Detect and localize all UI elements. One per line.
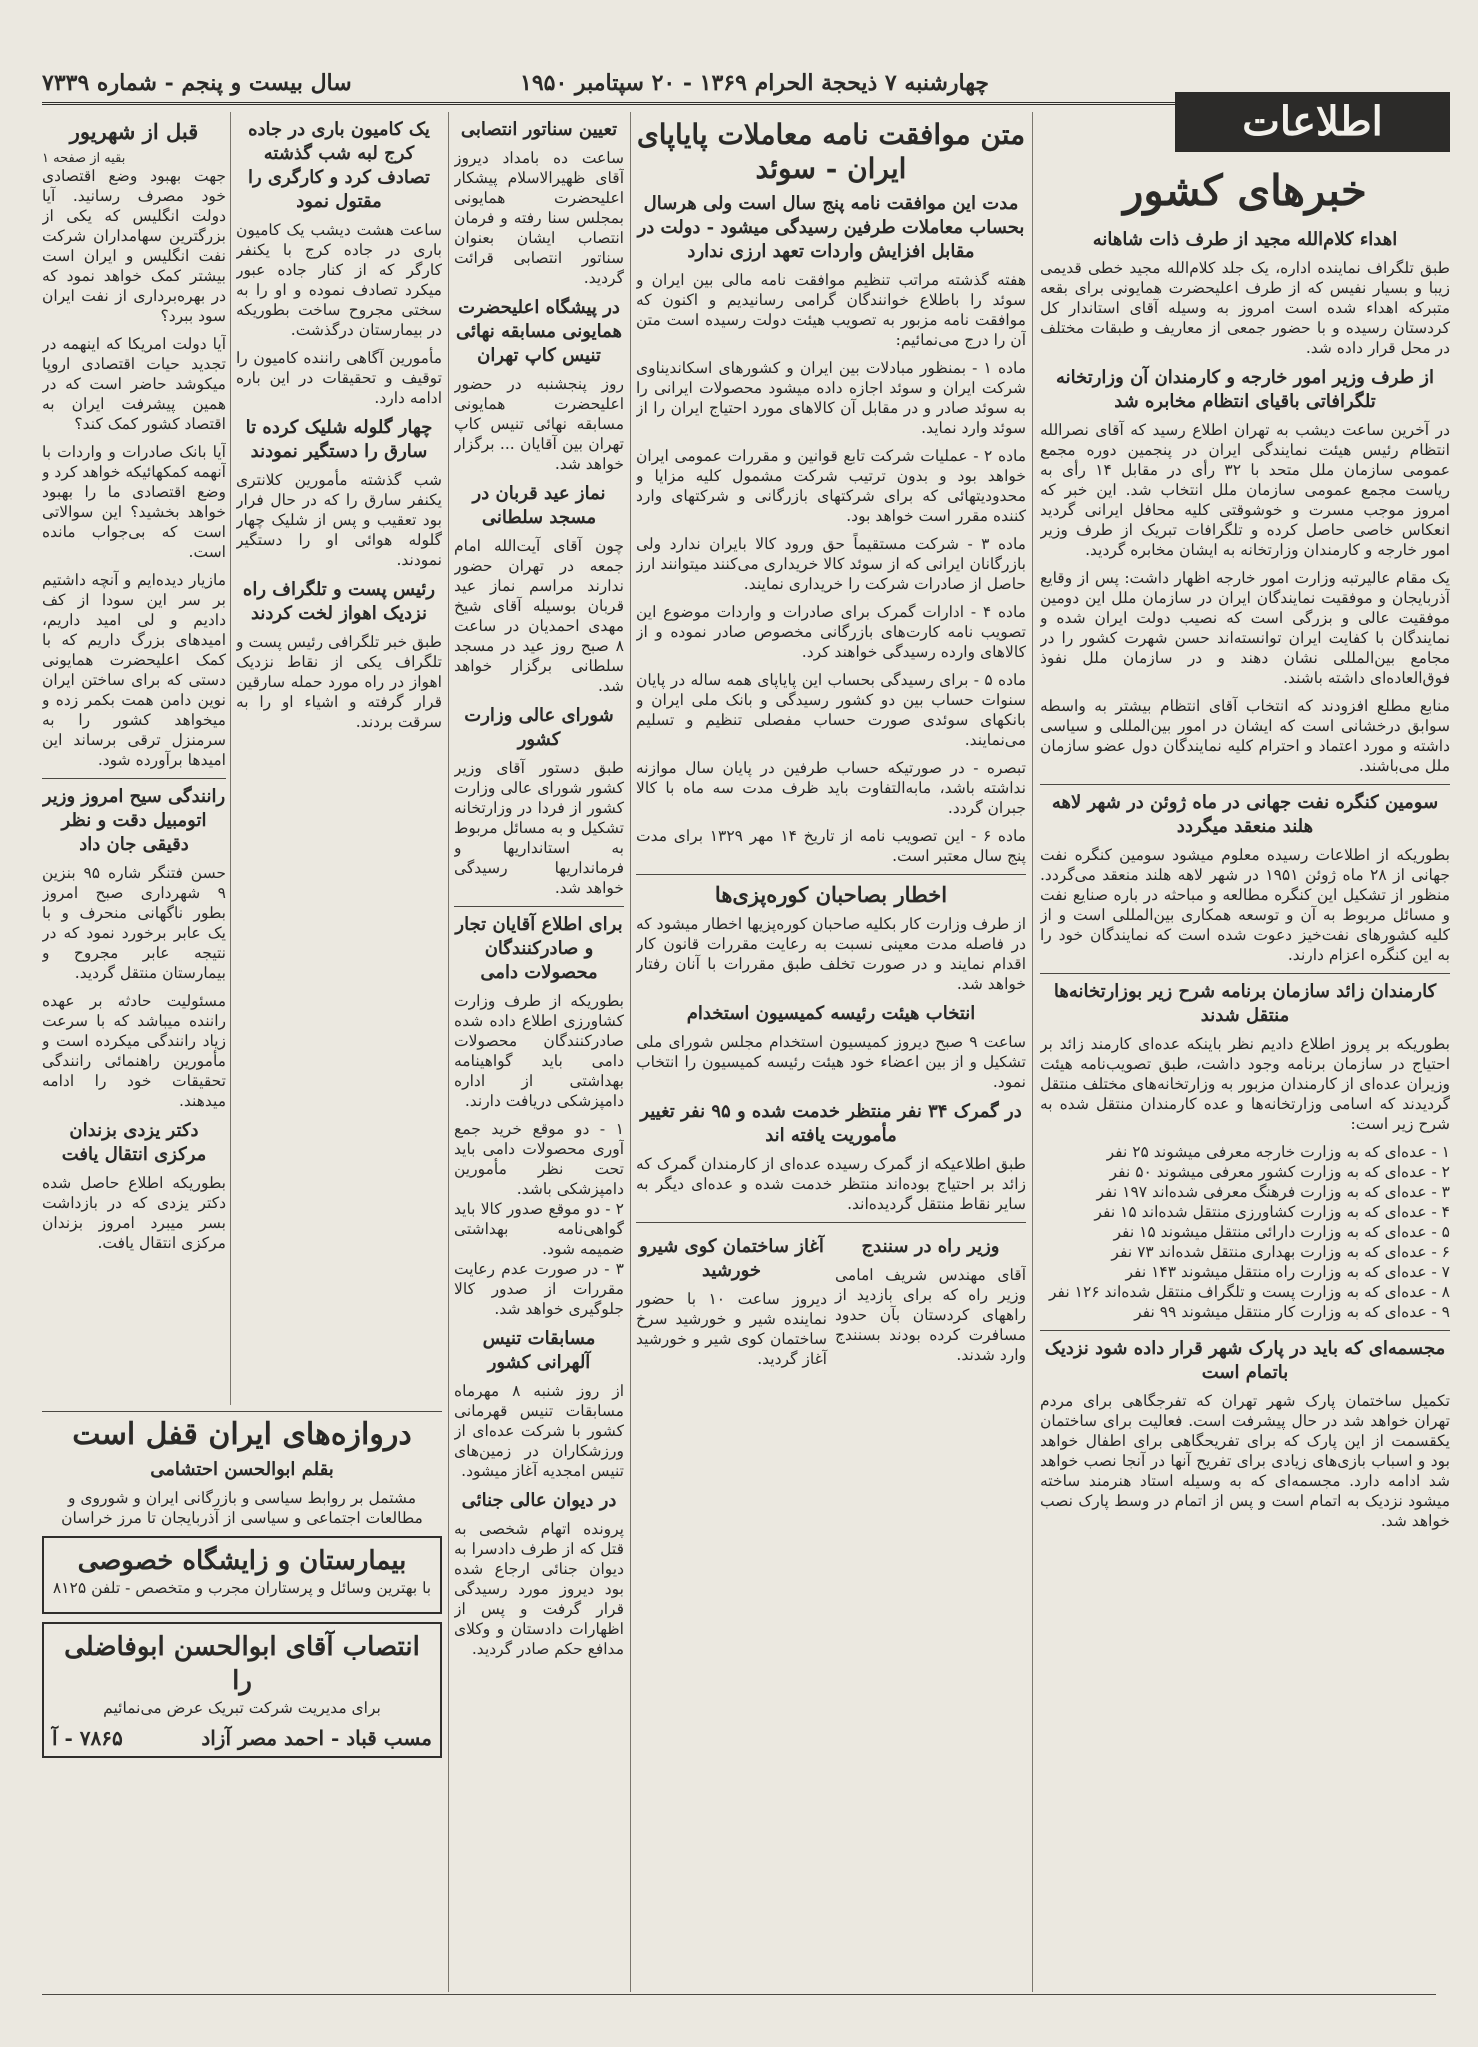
appointment-ad-text: برای مدیریت شرکت تبریک عرض می‌نمائیم [103, 1699, 381, 1717]
article-text: ماده ۵ - برای رسیدگی بحساب این پایاپای همه ساله در پایان سنوات حساب بین دو کشور رسیدگی و بانک ملی ایران و بانکهای سوئدی صورت حساب مفصلی تنظیم و تسلیم می‌نمایند. [636, 671, 1026, 749]
divider [636, 1222, 1026, 1223]
article-text: از روز شنبه ۸ مهرماه مسابقات تنیس قهرمانی کشور با شرکت عده‌ای از ورزشکاران در زمین‌های تنیس امجدیه آغاز میشود. [454, 1382, 624, 1480]
book-ad-text: مشتمل بر روابط سیاسی و بازرگانی ایران و شوروی و مطالعات اجتماعی و سیاسی از آذربایجان تا مرز خراسان [61, 1489, 423, 1527]
headline: مسابقات تنیس آلهرانی کشور [482, 1328, 596, 1373]
article-text: ماده ۱ - بمنظور مبادلات بین ایران و کشورهای اسکاندیناوی شرکت ایران و سوئد اجازه داده میشود محصولات ایرانی را به سوئد صادر و در مقابل آن کالاهای مورد احتیاج ایران را از سوئد وارد نماید. [636, 359, 1026, 437]
article-text: آیا بانک صادرات و واردات با آنهمه کمکهائیکه خواهد کرد و وضع اقتصادی ما را بهبود خواهد بخشید؟ این سوالاتی است که بی‌جواب مانده است. [42, 443, 226, 561]
article-text: شب گذشته مأمورین کلانتری یکنفر سارق را که در حال فرار بود تعقیب و پس از شلیک چهار گلوله هوائی او را دستگیر نمودند. [236, 471, 442, 569]
hospital-ad [42, 1536, 442, 1614]
article-text: جهت بهبود وضع اقتصادی خود مصرف رسانید. آیا دولت انگلیس که یکی از بزرگترین سهامداران شرکت نفت انگلیس و ایران است بیشتر کمک خواهد نمود که در بهره‌برداری از نفت ایران سود ببرد؟ [42, 167, 226, 325]
headline: نماز عید قربان در مسجد سلطانی [472, 483, 606, 528]
article-text: هفته گذشته مراتب تنظیم موافقت نامه مالی بین ایران و سوئد را باطلاع خوانندگان گرامی رسانیدیم و اکنون که موافقت نامه مزبور به تصویب هیئت دولت رسیده است متن آن را درج می‌نمائیم: [636, 271, 1026, 349]
headline: وزیر راه در سنندج [861, 1236, 1000, 1257]
article-text: ماده ۲ - عملیات شرکت تابع قوانین و مقررات عمومی ایران خواهد بود و بدون ترتیب شرکت مشمول کلیه مزایا و محدودیتهائی که برای شرکتهای بازرگانی و شرکتهای وارد کننده مقرر است خواهد بود. [636, 447, 1026, 525]
article-text: یک مقام عالیرتبه وزارت امور خارجه اظهار داشت: پس از وقایع آذربایجان و موفقیت نمایندگان ایران در سازمان ملل این دومین موفقیت عالی و بزرگی است که نصیب دولت ایران شده و نمایندگان با کفایت ایران توانسته‌اند حسن شهرت کشور را در مجامع بین‌المللی نشان دهند و در سازمان ملل نفوذ فوق‌العاده‌ای داشته باشند. [1040, 569, 1450, 687]
headline: انتخاب هیئت رئیسه کمیسیون استخدام [686, 1003, 976, 1024]
article-text: ماده ۴ - ادارات گمرک برای صادرات و واردات موضوع این تصویب نامه کارت‌های بازرگانی مخصوص صادر نموده و از کالاهای وارده رسیدگی خواهند کرد. [636, 603, 1026, 661]
divider [1040, 784, 1450, 785]
article-text: روز پنجشنبه در حضور اعلیحضرت همایونی مسابقه نهائی تنیس کاپ تهران بین آقایان ... برگزار خواهد شد. [454, 375, 624, 473]
issue-date: چهارشنبه ۷ ذیحجة الحرام ۱۳۶۹ - ۲۰ سپتامبر ۱۹۵۰ [520, 70, 989, 96]
subheadline: مدت این موافقت نامه پنج سال است ولی هرسال بحساب معاملات طرفین رسیدگی میشود - دولت در مقابل افزایش واردات تعهد ارزی ندارد [637, 193, 1025, 262]
appointment-ad-signature: مسب قباد - احمد مصر آزاد [201, 1726, 432, 1750]
headline: قبل از شهریور [69, 119, 199, 144]
article-block [636, 1229, 827, 1377]
divider [454, 906, 624, 907]
headline: یک کامیون باری در جاده کرج لبه شب گذشته تصادف کرد و کارگری را مقتول نمود [247, 119, 431, 212]
article-text: بطوریکه اطلاع حاصل شده دکتر یزدی که در بازداشت بسر میبرد امروز بزندان مرکزی انتقال یافت. [42, 1174, 226, 1252]
article-text: بطوریکه از طرف وزارت کشاورزی اطلاع داده شده صادرکنندگان محصولات دامی باید گواهینامه بهداشتی از اداره دامپزشکی دریافت دارند. [454, 992, 624, 1110]
headline: آغاز ساختمان کوی شیرو خورشید [639, 1236, 824, 1281]
appointment-ad [42, 1622, 442, 1758]
article-text: ماده ۶ - این تصویب نامه از تاریخ ۱۴ مهر ۱۳۲۹ برای مدت پنج سال معتبر است. [636, 827, 1026, 865]
headline: چهار گلوله شلیک کرده تا سارق را دستگیر نمودند [245, 417, 433, 462]
headline: اهداء کلام‌الله مجید از طرف ذات شاهانه [1092, 229, 1398, 250]
headline: مجسمه‌ای که باید در پارک شهر قرار داده شود نزدیک باتمام است [1044, 1338, 1446, 1383]
headline: برای اطلاع آقایان تجار و صادرکنندگان محصولات دامی [455, 914, 623, 983]
article-text: مازیار دیده‌ایم و آنچه داشتیم بر سر این سودا از کف دادیم و لی امید داریم، امیدهای بزرگ داریم که با کمک اعلیحضرت همایونی دستی که برای ساختن ایران نوین دامن همت بکمر زده و میخواهد کشور را به سرمنزل ترقی برساند این امیدها برآورده شود. [42, 571, 226, 769]
article-text: ساعت هشت دیشب یک کامیون باری در جاده کرج با یکنفر کارگر که از کنار جاده عبور میکرد تصادف نموده و او را به سختی مجروح ساخت بطوریکه در بیمارستان درگذشت. [236, 221, 442, 339]
article-text: ۱ - دو موقع خرید جمع آوری محصولات دامی باید تحت نظر مأمورین دامپزشکی باشد. ۲ - دو موقع صدور کالا باید گواهی‌نامه بهداشتی ضمیمه شود. ۳ - در صورت عدم رعایت مقررات از صدور کالا جلوگیری خواهد شد. [454, 1120, 624, 1318]
ads-block [42, 1405, 442, 1995]
article-text: مسئولیت حادثه بر عهده راننده میباشد که با سرعت زیاد رانندگی میکرده است و مأمورین راهنمائی رانندگی تحقیقات خود را ادامه میدهند. [42, 992, 226, 1110]
headline: اخطار بصاحبان کوره‌پزی‌ها [714, 882, 948, 907]
article-text: مأمورین آگاهی راننده کامیون را توقیف و تحقیقات در این باره ادامه دارد. [236, 349, 442, 407]
divider [42, 778, 226, 779]
article-block [835, 1229, 1026, 1377]
appointment-ad-footer [52, 1726, 432, 1750]
staff-transfer-list: ۱ - عده‌ای که به وزارت خارجه معرفی میشوند ۲۵ نفر ۲ - عده‌ای که به وزارت کشور معرفی میشوند ۵۰ نفر ۳ - عده‌ای که به وزارت فرهنگ معرفی شده‌اند ۱۹۷ نفر ۴ - عده‌ای که به وزارت کشاورزی منتقل شده‌اند ۱۵ نفر ۵ - عده‌ای که به وزارت دارائی منتقل میشوند ۱۵ نفر ۶ - عده‌ای که به وزارت بهداری منتقل شده‌اند ۷۳ نفر ۷ - عده‌ای که به وزارت راه منتقل میشوند ۱۴۳ نفر ۸ - عده‌ای که به وزارت پست و تلگراف منتقل شده‌اند ۱۲۶ نفر ۹ - عده‌ای که به وزارت کار منتقل میشوند ۹۹ نفر [1048, 1143, 1450, 1321]
divider [42, 1411, 442, 1412]
appointment-ad-title: انتصاب آقای ابوالحسن ابوفاضلی را [64, 1632, 420, 1696]
article-text: دیروز ساعت ۱۰ با حضور نماینده شیر و خورشید سرخ ساختمان کوی شیر و خورشید آغاز گردید. [636, 1290, 827, 1368]
headline: دکتر یزدی بزندان مرکزی انتقال یافت [61, 1120, 207, 1165]
article-text: آیا دولت امریکا که اینهمه در تجدید حیات اقتصادی اروپا میکوشد حاضر است که در همین پیشرفت ایران به اقتصاد کشور کمک کند؟ [42, 335, 226, 433]
headline: متن موافقت نامه معاملات پایاپای ایران - سوئد [636, 118, 1026, 185]
issue-number: سال بیست و پنجم - شماره ۷۳۳۹ [42, 70, 352, 96]
divider [1040, 1330, 1450, 1331]
article-text: طبق اطلاعیکه از گمرک رسیده عده‌ای از کارمندان گمرک که زائد بر احتیاج بوده‌اند منتظر خدمت شده و عده‌ای دیگر به سایر نقاط منتقل گردیده‌اند. [636, 1155, 1026, 1213]
column-1 [1040, 158, 1450, 1993]
headline: شورای عالی وزارت کشور [464, 705, 614, 750]
article-text: منابع مطلع افزودند که انتخاب آقای انتظام بیشتر به واسطه سوابق درخشانی است که ایشان در امور بین‌المللی و سیاسی داشته و مورد اعتماد و احترام کلیه نمایندگان دول عضو سازمان ملل می‌باشند. [1040, 697, 1450, 775]
article-text: طبق دستور آقای وزیر کشور شورای عالی وزارت کشور از فردا در وزارتخانه تشکیل و به مسائل مربوط به استانداریها و فرمانداریها رسیدگی خواهد شد. [454, 759, 624, 897]
book-ad-byline: بقلم ابوالحسن احتشامی [150, 1459, 334, 1480]
article-text: طبق خبر تلگرافی رئیس پست و تلگراف یکی از نقاط نزدیک اهواز در راه مورد حمله سارقین قرار گرفته و اشیاء او را به سرقت بردند. [236, 633, 442, 731]
headline: از طرف وزیر امور خارجه و کارمندان آن وزارتخانه تلگرافاتی باقیای انتظام مخابره شد [1055, 367, 1435, 412]
hospital-ad-title: بیمارستان و زایشگاه خصوصی [77, 1546, 407, 1576]
article-text: بطوریکه بر پروز اطلاع دادیم نظر باینکه عده‌ای کارمند زائد بر احتیاج در سازمان برنامه وجود داشت، طبق تصویب‌نامه هیئت وزیران عده‌ای از کارمندان مزبور به وزارتخانه‌های مختلف منتقل گردیدند که اسامی وزارتخانه‌ها و عده کارمندان منتقل شده به شرح زیر است: [1040, 1035, 1450, 1133]
article-text: آقای مهندس شریف امامی وزیر راه که برای بازدید از راههای کردستان بآن حدود مسافرت کرده بودند بسنندج وارد شدند. [835, 1266, 1026, 1364]
article-text: بطوریکه از اطلاعات رسیده معلوم میشود سومین کنگره نفت جهانی از ۲۸ ماه ژوئن ۱۹۵۱ در شهر لاهه هلند منعقد می‌گردد. منظور از تشکیل این کنگره مطالعه و مباحثه در باره صنایع نفت و مسائل مربوط به آن و توسعه همکاری بین‌المللی است و از کلیه کشورهای نفت‌خیز دعوت شده است که نمایندگان خود را به این کنگره اعزام دارند. [1040, 846, 1450, 964]
headline: در دیوان عالی جنائی [461, 1490, 617, 1511]
column-3 [454, 112, 624, 1992]
section-title-domestic-news: خبرهای کشور [1123, 166, 1367, 215]
headline: در گمرک ۳۴ نفر منتظر خدمت شده و ۹۵ نفر تغییر مأموریت یافته اند [640, 1101, 1022, 1146]
article-text: از طرف وزارت کار بکلیه صاحبان کوره‌پزیها اخطار میشود که در فاصله مدت معینی نسبت به رعایت مقررات قانون کار اقدام نمایند و در صورت تخلف طبق مقررات با آنان رفتار خواهد شد. [636, 915, 1026, 993]
article-text: تکمیل ساختمان پارک شهر تهران که تفرجگاهی برای مردم تهران خواهد شد در حال پیشرفت است. فعالیت برای ساختمان یکقسمت از این پارک که برای تفریحگاهی برای اطفال خواهد بود و اسباب بازی‌های زیادی برای تفریح آنها در آنجا نصب خواهد شد ادامه دارد. مجسمه‌ای که به وسیله استاد هنرمند ساخته میشود نزدیک به اتمام است و پس از اتمام در وسط پارک نصب خواهد شد. [1040, 1392, 1450, 1530]
column-divider [448, 112, 449, 1992]
divider [636, 874, 1026, 875]
hospital-ad-text: با بهترین وسائل و پرستاران مجرب و متخصص - تلفن ۸۱۲۵ [52, 1579, 432, 1597]
footer-rule [42, 1994, 1436, 1995]
column-2 [636, 112, 1026, 1992]
article-text: چون آقای آیت‌الله امام جمعه در تهران حضور ندارند مراسم نماز عید قربان بوسیله آقای شیخ مهدی احمدیان در ساعت ۸ صبح روز عید در مسجد سلطانی برگزار خواهد شد. [454, 537, 624, 695]
article-text: طبق تلگراف نماینده اداره، یک جلد کلام‌الله مجید خطی قدیمی زیبا و بسیار نفیس که از طرف اعلیحضرت همایونی برای بقعه متبرکه اهداء شده است امروز به وسیله آقای استاندار کل کردستان رسیده و با حضور جمعی از معاریف و طبقات مختلف در محل قرار داده شد. [1040, 259, 1450, 357]
divider [1040, 973, 1450, 974]
headline: کارمندان زائد سازمان برنامه شرح زیر بوزارتخانه‌ها منتقل شدند [1053, 981, 1437, 1026]
article-text: پرونده اتهام شخصی به قتل که از طرف دادسرا به دیوان جنائی ارجاع شده بود دیروز مورد رسیدگی قرار گرفت و پس از اظهارات دادستان و وکلای مدافع حکم صادر گردید. [454, 1520, 624, 1658]
headline: سومین کنگره نفت جهانی در ماه ژوئن در شهر لاهه هلند منعقد میگردد [1051, 792, 1439, 837]
column-divider [630, 112, 631, 1992]
bottom-articles [636, 1229, 1026, 1377]
headline: تعیین سناتور انتصابی [460, 119, 618, 140]
book-ad-title: دروازه‌های ایران قفل است [72, 1417, 412, 1452]
article-text: ساعت ده بامداد دیروز آقای ظهیرالاسلام پیشکار اعلیحضرت همایونی بمجلس سنا رفته و فرمان انتصاب ایشان بعنوان سناتور انتصابی قرائت گردید. [454, 149, 624, 287]
headline: رانندگی سیح امروز وزیر اتومبیل دقت و نظر دقیقی جان داد [42, 786, 226, 855]
column-divider [1032, 112, 1033, 1992]
article-text: ساعت ۹ صبح دیروز کمیسیون استخدام مجلس شورای ملی تشکیل و از بین اعضاء خود هیئت رئیسه کمیسیون را انتخاب نمود. [636, 1033, 1026, 1091]
article-text: در آخرین ساعت دیشب به تهران اطلاع رسید که آقای نصرالله انتظام رئیس هیئت نمایندگی ایران در پنجمین دوره مجمع عمومی سازمان ملل متحد با ۳۲ رأی در مقابل ۱۴ رأی به ریاست مجمع عمومی سازمان ملل انتخاب شد. این خبر که امروز موجب مسرت و خوشوقتی کلیه محافل ایرانی گردید انعکاس خاصی حاصل کرده و تلگرافات تبریک از طرف وزیر امور خارجه و کارمندان وزارتخانه به ایشان مخابره گردید. [1040, 421, 1450, 559]
headline: رئیس پست و تلگراف راه نزدیک اهواز لخت کردند [242, 579, 436, 624]
continued-label: بقیه از صفحه ۱ [42, 151, 126, 166]
masthead-logo: اطلاعات [1175, 92, 1450, 152]
article-text: حسن فتنگر شاره ۹۵ بنزین ۹ شهرداری صبح امروز بطور ناگهانی منحرف و با یک عابر برخورد نمود که در نتیجه عابر مجروح و بیمارستان منتقل گردید. [42, 864, 226, 982]
headline: در پیشگاه اعلیحضرت همایونی مسابقه نهائی تنیس کاپ تهران [456, 297, 622, 366]
ad-reference-number: ۷۸۶۵ - آ [52, 1726, 123, 1750]
article-text: ماده ۳ - شرکت مستقیماً حق ورود کالا بایران ندارد ولی بازرگانان ایرانی که از سوئد کالا خریداری می‌کنند میتوانند ارز حاصل از صادرات شرکت را خریداری نمایند. [636, 535, 1026, 593]
article-text: تبصره - در صورتیکه حساب طرفین در پایان سال موازنه نداشته باشد، مابه‌التفاوت باید ظرف مدت سه ماه با کالا جبران گردد. [636, 759, 1026, 817]
